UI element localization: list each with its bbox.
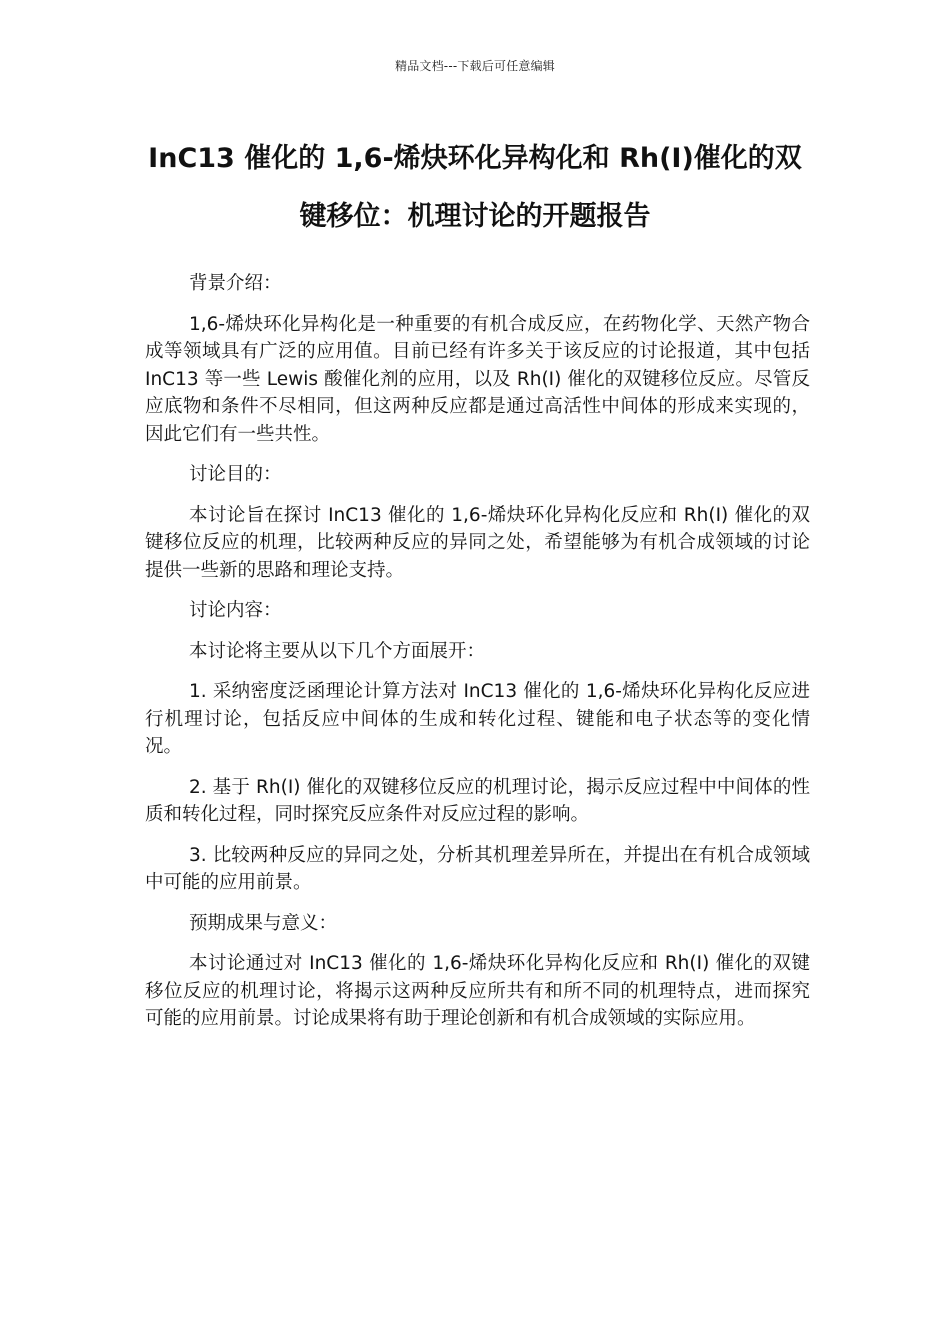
document-body <box>145 270 810 1046</box>
title-line-2: 键移位：机理讨论的开题报告 <box>299 201 651 232</box>
list-item-3: 3. 比较两种反应的异同之处，分析其机理差异所在，并提出在有机合成领域中可能的应用前景。 <box>145 844 810 893</box>
paragraph-outcomes: 本讨论通过对 InC13 催化的 1,6-烯炔环化异构化反应和 Rh(I) 催化的双键移位反应的机理讨论，将揭示这两种反应所共有和所不同的机理特点，进而探究可能的应用前景。讨论成果将有助于理论创新和有机合成领域的实际应用。 <box>145 953 810 1029</box>
header-note: 精品文档---下载后可任意编辑 <box>395 59 555 73</box>
section-heading-outcomes: 预期成果与意义： <box>189 912 338 934</box>
title-line-1: InC13 催化的 1,6-烯炔环化异构化和 Rh(I)催化的双 <box>148 143 802 174</box>
paragraph-purpose: 本讨论旨在探讨 InC13 催化的 1,6-烯炔环化异构化反应和 Rh(I) 催化的双键移位反应的机理，比较两种反应的异同之处，希望能够为有机合成领域的讨论提供一些新的思路和理论支持。 <box>145 504 810 581</box>
section-heading-content: 讨论内容： <box>189 600 282 621</box>
paragraph-content-intro: 本讨论将主要从以下几个方面展开： <box>189 640 486 662</box>
paragraph-background: 1,6-烯炔环化异构化是一种重要的有机合成反应，在药物化学、天然产物合成等领域具有广泛的应用值。目前已经有许多关于该反应的讨论报道，其中包括 InC13 等一些 Lewis 酸催化剂的应用，以及 Rh(I) 催化的双键移位反应。尽管反应底物和条件不尽相同，但这两种反应都是通过高活性中间体的形成来实现的，因此它们有一些共性。 <box>145 313 810 445</box>
section-heading-background: 背景介绍： <box>189 273 282 294</box>
list-item-2: 2. 基于 Rh(I) 催化的双键移位反应的机理讨论，揭示反应过程中中间体的性质和转化过程，同时探究反应条件对反应过程的影响。 <box>145 776 810 825</box>
document-title <box>120 130 830 246</box>
section-heading-purpose: 讨论目的： <box>189 464 282 485</box>
list-item-1: 1. 采纳密度泛函理论计算方法对 InC13 催化的 1,6-烯炔环化异构化反应进行机理讨论，包括反应中间体的生成和转化过程、键能和电子状态等的变化情况。 <box>145 681 810 757</box>
